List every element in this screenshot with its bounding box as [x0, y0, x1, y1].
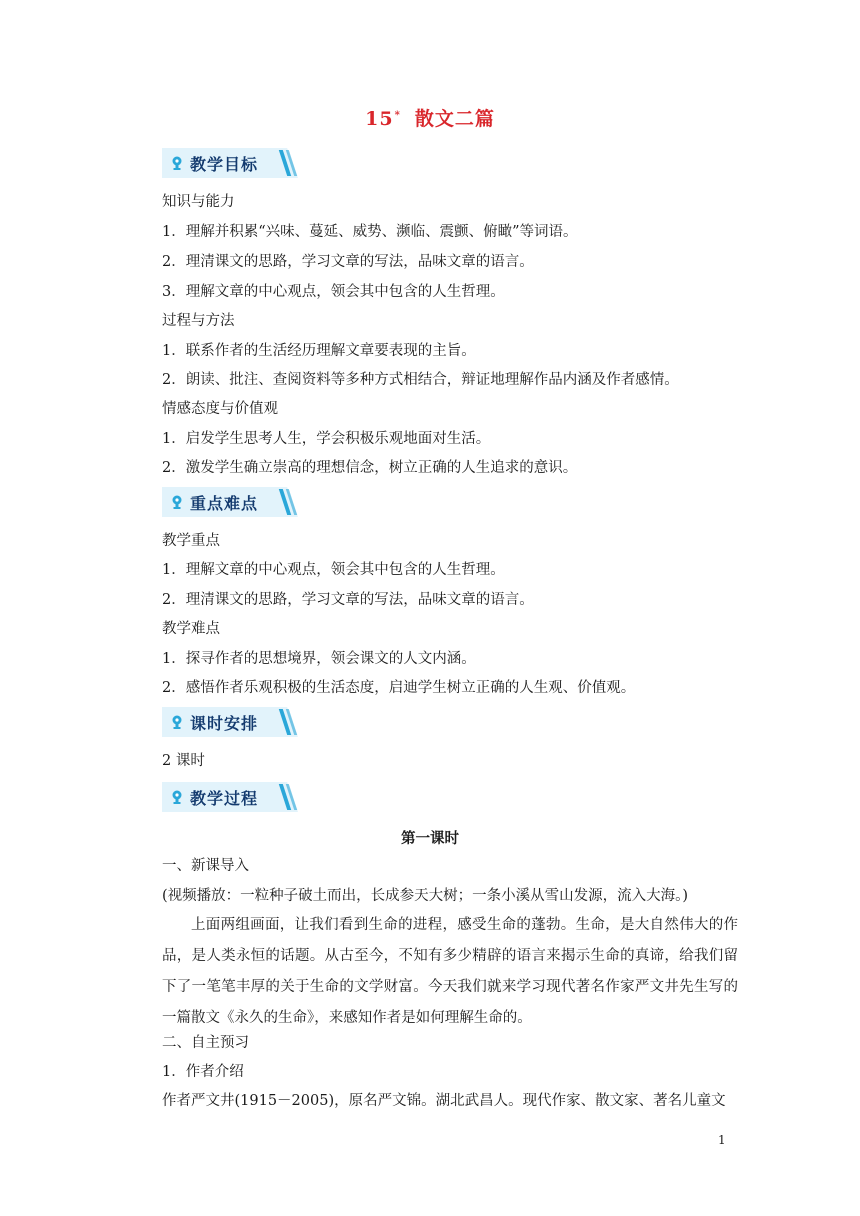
paragraph: (视频播放：一粒种子破土而出，长成参天大树；一条小溪从雪山发源，流入大海。): [162, 888, 689, 904]
section-badge-process: [162, 782, 298, 812]
paragraph: 作者严文井(1915－2005)，原名严文锦。湖北武昌人。现代作家、散文家、著名儿童文: [162, 1093, 726, 1109]
section-badge-keypoints: [162, 487, 298, 517]
subheading: 1．作者介绍: [162, 1064, 244, 1080]
list-item: 2．感悟作者乐观积极的生活态度，启迪学生树立正确的人生观、价值观。: [162, 680, 636, 696]
section-label: 重点难点: [190, 494, 259, 513]
subheading: 情感态度与价值观: [162, 401, 278, 417]
list-item: 2．理清课文的思路，学习文章的写法，品味文章的语言。: [162, 254, 534, 270]
schedule-text: 2 课时: [162, 753, 205, 769]
list-item: 1．联系作者的生活经历理解文章要表现的主旨。: [162, 343, 476, 359]
list-item: 2．理清课文的思路，学习文章的写法，品味文章的语言。: [162, 592, 534, 608]
subheading: 一、新课导入: [162, 858, 249, 874]
page-number: 1: [718, 1133, 726, 1147]
section-label: 教学过程: [190, 789, 259, 808]
trophy-icon: [170, 156, 184, 170]
subheading: 教学难点: [162, 621, 220, 637]
list-item: 1．理解文章的中心观点，领会其中包含的人生哲理。: [162, 562, 505, 578]
subheading: 教学重点: [162, 533, 220, 549]
subheading: 过程与方法: [162, 313, 235, 329]
subheading: 知识与能力: [162, 194, 235, 210]
paragraph: 上面两组画面，让我们看到生命的进程，感受生命的蓬勃。生命，是大自然伟大的作品，是人类永恒的话题。从古至今，不知有多少精辟的语言来揭示生命的真谛，给我们留下了一笔笔丰厚的关于生命的文学财富。今天我们就来学习现代著名作家严文井先生写的一篇散文《永久的生命》，来感知作者是如何理解生命的。: [162, 917, 738, 1026]
list-item: 2．朗读、批注、查阅资料等多种方式相结合，辩证地理解作品内涵及作者感情。: [162, 372, 679, 388]
subheading: 二、自主预习: [162, 1035, 249, 1051]
list-item: 1．探寻作者的思想境界，领会课文的人文内涵。: [162, 651, 476, 667]
trophy-icon: [170, 790, 184, 804]
lesson-heading: 第一课时: [401, 830, 459, 847]
list-item: 2．激发学生确立崇高的理想信念，树立正确的人生追求的意识。: [162, 460, 578, 476]
section-badge-schedule: [162, 707, 298, 737]
page-title: 15* 散文二篇: [365, 108, 495, 130]
list-item: 3．理解文章的中心观点，领会其中包含的人生哲理。: [162, 284, 505, 300]
trophy-icon: [170, 495, 184, 509]
list-item: 1．理解并积累“兴味、蔓延、威势、濒临、震颤、俯瞰”等词语。: [162, 224, 578, 240]
list-item: 1．启发学生思考人生，学会积极乐观地面对生活。: [162, 431, 491, 447]
section-label: 课时安排: [190, 714, 259, 733]
section-label: 教学目标: [190, 155, 259, 174]
section-badge-goals: [162, 148, 298, 178]
trophy-icon: [170, 715, 184, 729]
